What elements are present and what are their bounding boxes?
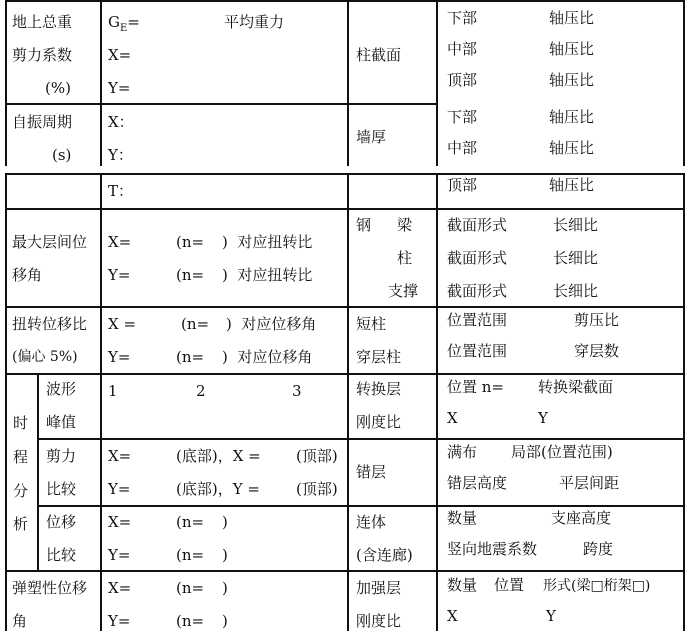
rule	[5, 103, 437, 105]
ratio-label: 轴压比	[549, 176, 595, 194]
rule	[37, 373, 39, 570]
shape-label: 截面形式	[447, 282, 508, 300]
t-label: T：	[108, 182, 134, 200]
span-label: 跨度	[583, 540, 614, 558]
ratio-label: 轴压比	[549, 9, 595, 27]
wave-2: 2	[196, 382, 206, 400]
close-paren: )	[222, 612, 228, 630]
n-value: (n=	[181, 315, 210, 333]
y-value: Y=	[108, 266, 131, 284]
vertical-seismic-label: 竖向地震系数	[447, 540, 538, 558]
rule	[38, 438, 685, 440]
full-label: 满布	[447, 443, 478, 461]
gravity-label: 地上总重	[12, 13, 73, 31]
rule	[347, 0, 349, 166]
drift-label-2: 移角	[12, 266, 43, 284]
floor-spacing-label: 平层间距	[559, 474, 620, 492]
rule	[5, 208, 685, 210]
n-value: (n=	[176, 233, 205, 251]
rule	[5, 0, 685, 2]
bottom-y-label: (底部)，Y =	[176, 480, 260, 498]
torsion-label: 扭转位移比	[12, 315, 88, 333]
shear-label: 剪力	[46, 447, 77, 465]
ratio-label: 轴压比	[549, 108, 595, 126]
short-column-label: 短柱	[356, 315, 387, 333]
rule	[38, 505, 685, 507]
x-value: X	[447, 409, 458, 427]
y-value: Y	[546, 607, 556, 625]
rule	[683, 0, 685, 166]
rule	[5, 306, 685, 308]
rule	[100, 0, 102, 166]
pos-label: 顶部	[447, 71, 478, 89]
plastic-label-2: 角	[12, 612, 28, 630]
partial-label: 局部(位置范围)	[511, 443, 613, 461]
connected-label: 连体	[356, 513, 387, 531]
rule	[5, 373, 685, 375]
corr-label: ) 对应扭转比	[222, 266, 313, 284]
pos-label: 中部	[447, 139, 478, 157]
corr-label: ) 对应扭转比	[222, 233, 313, 251]
x-value: X=	[108, 233, 132, 251]
close-paren: )	[222, 579, 228, 597]
ratio-label: 轴压比	[549, 71, 595, 89]
y-value: Y：	[108, 146, 133, 164]
close-paren: )	[222, 546, 228, 564]
ratio-label: 长细比	[553, 249, 599, 267]
x-value: X=	[108, 447, 132, 465]
x-value: X=	[108, 513, 132, 531]
pos-label: 顶部	[447, 176, 478, 194]
period-label: 自振周期	[12, 113, 73, 131]
compare-label: 比较	[46, 480, 77, 498]
column-label: 柱	[397, 249, 413, 267]
ratio-label: 长细比	[553, 282, 599, 300]
th-char: 析	[13, 515, 29, 533]
beam-label: 梁	[397, 216, 413, 234]
position-label: 位置	[494, 576, 525, 594]
rule	[436, 173, 438, 631]
brace-label: 支撑	[388, 282, 419, 300]
th-char: 时	[13, 414, 29, 432]
n-value: (n=	[176, 513, 205, 531]
rule	[347, 173, 349, 631]
shear-compress-label: 剪压比	[574, 311, 620, 329]
pos-label: 中部	[447, 40, 478, 58]
drift-label: 最大层间位	[12, 233, 88, 251]
y-value: Y=	[108, 79, 131, 97]
range-label: 位置范围	[447, 342, 508, 360]
shape-label: 截面形式	[447, 249, 508, 267]
n-value: (n=	[176, 266, 205, 284]
wave-1: 1	[108, 382, 118, 400]
count-label: 数量	[447, 576, 478, 594]
ratio-label: 长细比	[553, 216, 599, 234]
n-value: (n=	[176, 612, 205, 630]
rule	[100, 173, 102, 631]
rule	[5, 173, 7, 631]
y-value: Y=	[108, 348, 131, 366]
top-label: (顶部)	[296, 480, 338, 498]
y-value: Y	[538, 409, 548, 427]
bottom-x-label: (底部)，X =	[176, 447, 261, 465]
n-value: (n=	[176, 348, 205, 366]
support-height-label: 支座高度	[551, 509, 612, 527]
x-value: X=	[108, 579, 132, 597]
x-value: X：	[108, 113, 134, 131]
stiffness-label: 刚度比	[356, 612, 402, 630]
wave-label: 波形	[46, 380, 77, 398]
corridor-label: (含连廊)	[356, 546, 413, 564]
ge-label: $G_E=$	[108, 13, 140, 34]
y-value: Y=	[108, 612, 131, 630]
ratio-label: 轴压比	[549, 40, 595, 58]
x-value: X =	[108, 315, 137, 333]
seconds-label: (s)	[52, 146, 72, 164]
column-section-label: 柱截面	[356, 46, 402, 64]
y-value: Y=	[108, 480, 131, 498]
wall-thickness-label: 墙厚	[356, 128, 387, 146]
staggered-label: 错层	[356, 463, 387, 481]
rule	[436, 0, 438, 166]
rule	[5, 0, 7, 166]
transfer-beam-label: 转换梁截面	[538, 378, 614, 396]
count-label: 数量	[447, 509, 478, 527]
rule	[5, 173, 685, 175]
pos-label: 下部	[447, 108, 478, 126]
disp-label: 位移	[46, 513, 77, 531]
corr-label: ) 对应位移角	[222, 348, 313, 366]
eccentric-label: (偏心 5%)	[12, 349, 78, 365]
plastic-label: 弹塑性位移	[12, 579, 88, 597]
form-label: 形式(梁□桁架□)	[543, 578, 651, 594]
stagger-height-label: 错层高度	[447, 474, 508, 492]
stiffness-label: 刚度比	[356, 413, 402, 431]
rule	[683, 173, 685, 631]
transfer-label: 转换层	[356, 380, 402, 398]
ratio-label: 轴压比	[549, 139, 595, 157]
shape-label: 截面形式	[447, 216, 508, 234]
top-label: (顶部)	[296, 447, 338, 465]
pos-n-label: 位置 n=	[447, 378, 504, 396]
steel-label: 钢	[356, 216, 372, 234]
n-value: (n=	[176, 579, 205, 597]
th-char: 分	[13, 482, 29, 500]
peak-label: 峰值	[46, 413, 77, 431]
avg-gravity-label: 平均重力	[224, 13, 285, 31]
y-value: Y=	[108, 546, 131, 564]
shear-coef-label: 剪力系数	[12, 46, 73, 64]
compare-label: 比较	[46, 546, 77, 564]
strengthen-label: 加强层	[356, 579, 402, 597]
range-label: 位置范围	[447, 311, 508, 329]
percent-label: (%)	[45, 79, 71, 97]
wave-3: 3	[292, 382, 302, 400]
through-column-label: 穿层柱	[356, 348, 402, 366]
layers-label: 穿层数	[574, 342, 620, 360]
x-value: X	[447, 607, 458, 625]
corr-label: ) 对应位移角	[226, 315, 317, 333]
th-char: 程	[13, 448, 29, 466]
n-value: (n=	[176, 546, 205, 564]
pos-label: 下部	[447, 9, 478, 27]
close-paren: )	[222, 513, 228, 531]
rule	[5, 570, 685, 572]
x-value: X=	[108, 46, 132, 64]
